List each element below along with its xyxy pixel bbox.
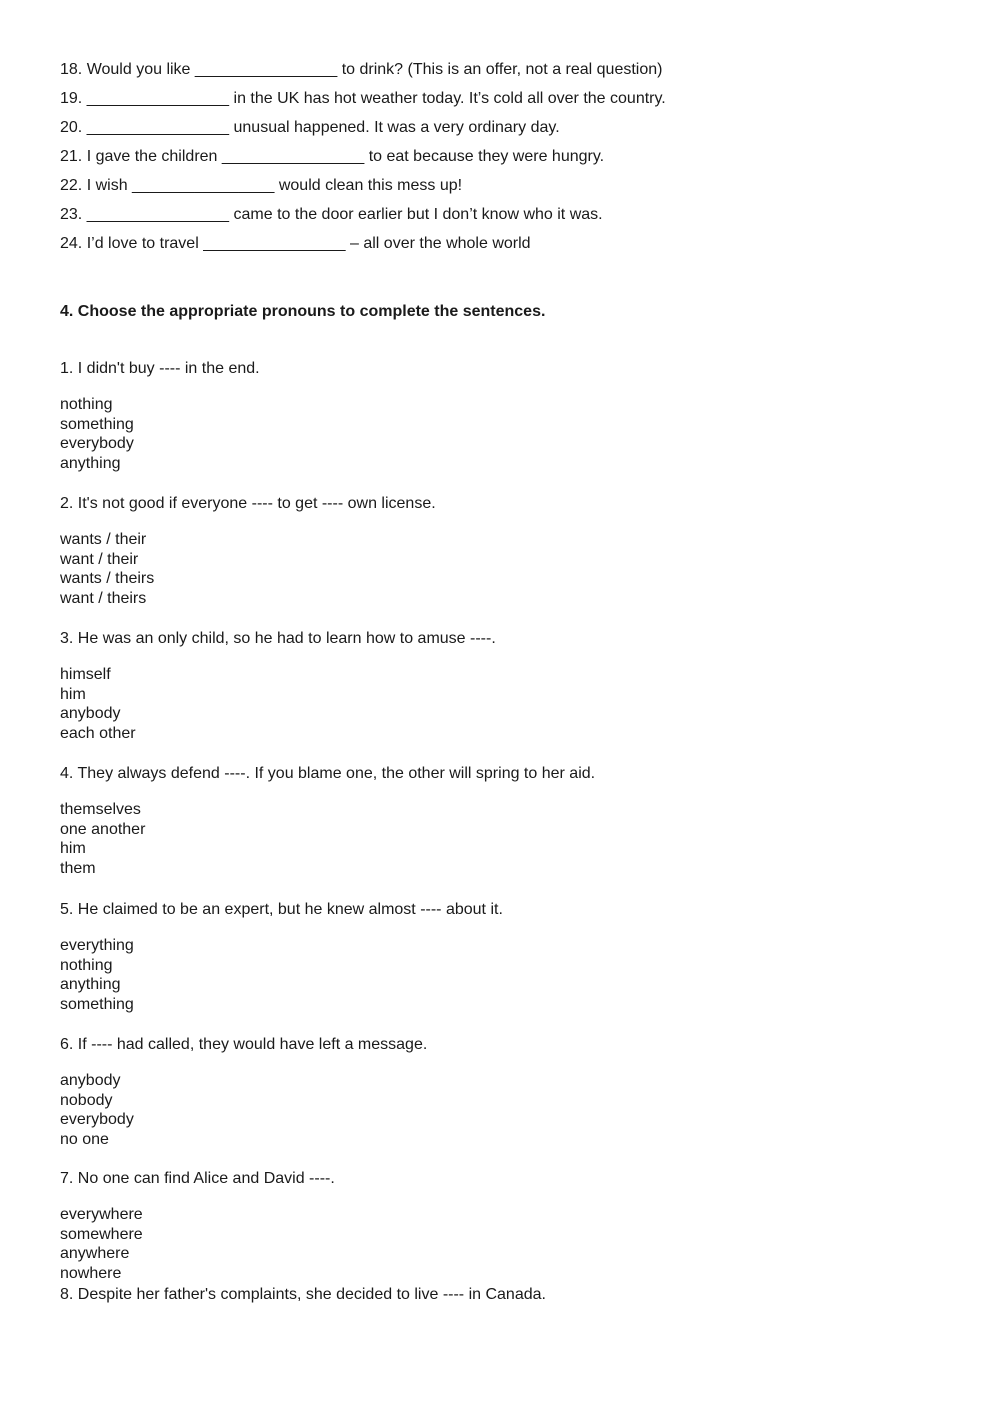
- option[interactable]: somewhere: [60, 1225, 143, 1243]
- option[interactable]: himself: [60, 666, 111, 683]
- option-list: [60, 936, 134, 1014]
- option[interactable]: want / theirs: [60, 589, 147, 607]
- question-7: [60, 1167, 940, 1282]
- option[interactable]: everything: [60, 937, 134, 954]
- question-text: 4. They always defend ----. If you blame one, the other will spring to her aid.: [60, 765, 596, 782]
- fill-in-item-19: 19. ________________ in the UK has hot weather today. It’s cold all over the country.: [60, 90, 666, 107]
- option[interactable]: everybody: [60, 435, 134, 452]
- option[interactable]: nobody: [60, 1091, 113, 1109]
- question-1: [60, 357, 940, 472]
- question-text: 2. It's not good if everyone ---- to get ---- own license.: [60, 495, 436, 512]
- option[interactable]: nothing: [60, 396, 113, 413]
- option-list: [60, 665, 136, 743]
- option-list: [60, 1205, 143, 1283]
- option[interactable]: anybody: [60, 1072, 121, 1089]
- question-6: [60, 1033, 940, 1148]
- question-8: [60, 1283, 940, 1307]
- question-text: 7. No one can find Alice and David ----.: [60, 1170, 335, 1187]
- question-text: 6. If ---- had called, they would have left a message.: [60, 1036, 428, 1053]
- fill-in-item-21: 21. I gave the children ________________ to eat because they were hungry.: [60, 148, 605, 165]
- option[interactable]: nothing: [60, 956, 113, 974]
- question-text: 5. He claimed to be an expert, but he knew almost ---- about it.: [60, 901, 503, 918]
- fill-in-item-22: 22. I wish ________________ would clean this mess up!: [60, 177, 463, 194]
- option[interactable]: one another: [60, 820, 146, 838]
- option[interactable]: something: [60, 415, 134, 433]
- option[interactable]: something: [60, 995, 134, 1013]
- fill-in-item-23: 23. ________________ came to the door earlier but I don’t know who it was.: [60, 206, 603, 223]
- option[interactable]: themselves: [60, 801, 141, 818]
- question-2: [60, 492, 940, 607]
- option[interactable]: him: [60, 685, 86, 703]
- option-list: [60, 530, 154, 608]
- fill-in-item-24: 24. I’d love to travel ________________ – all over the whole world: [60, 235, 531, 252]
- option[interactable]: wants / theirs: [60, 570, 155, 587]
- section-heading: 4. Choose the appropriate pronouns to complete the sentences.: [60, 303, 546, 320]
- option[interactable]: them: [60, 859, 96, 877]
- option[interactable]: everywhere: [60, 1206, 143, 1223]
- question-text: 1. I didn't buy ---- in the end.: [60, 360, 260, 377]
- question-3: [60, 627, 940, 742]
- question-5: [60, 898, 940, 1013]
- option[interactable]: everybody: [60, 1111, 134, 1128]
- option[interactable]: want / their: [60, 550, 139, 568]
- question-4: [60, 762, 940, 877]
- option-list: [60, 395, 134, 473]
- option[interactable]: wants / their: [60, 531, 147, 548]
- option[interactable]: anybody: [60, 705, 121, 722]
- option[interactable]: each other: [60, 724, 136, 742]
- option[interactable]: anything: [60, 454, 121, 472]
- fill-in-item-18: 18. Would you like ________________ to drink? (This is an offer, not a real question): [60, 61, 663, 78]
- option-list: [60, 800, 145, 878]
- fill-in-blank-list: [60, 58, 666, 261]
- option[interactable]: him: [60, 840, 86, 857]
- option[interactable]: anywhere: [60, 1245, 130, 1262]
- option[interactable]: no one: [60, 1130, 109, 1148]
- option-list: [60, 1071, 134, 1149]
- option[interactable]: nowhere: [60, 1264, 122, 1282]
- fill-in-item-20: 20. ________________ unusual happened. It was a very ordinary day.: [60, 119, 560, 136]
- question-text: 3. He was an only child, so he had to learn how to amuse ----.: [60, 630, 496, 647]
- question-text: 8. Despite her father's complaints, she decided to live ---- in Canada.: [60, 1286, 546, 1303]
- option[interactable]: anything: [60, 976, 121, 993]
